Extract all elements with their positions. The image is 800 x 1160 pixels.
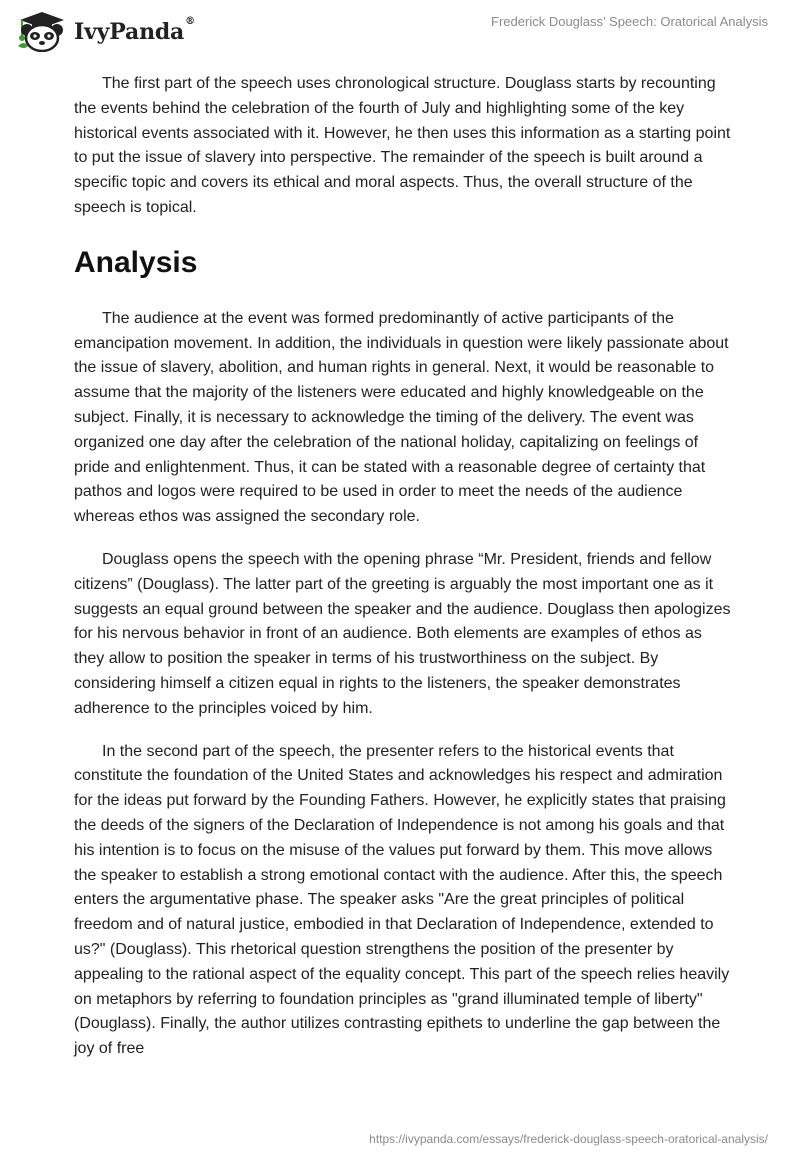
- ivypanda-logo[interactable]: [14, 10, 195, 52]
- panda-logo-icon: [14, 10, 70, 52]
- intro-paragraph: The first part of the speech uses chronological structure. Douglass starts by recounting the events behind the celebration of the fourth of July and highlighting some of the key historical events associated with it. However, he then uses this information as a starting point to put the issue of slavery into perspective. The remainder of the speech is built around a specific topic and covers its ethical and moral aspects. Thus, the overall structure of the speech is topical.: [74, 75, 731, 216]
- page-header: [0, 0, 800, 60]
- brand-name: [74, 16, 195, 45]
- analysis-paragraph-3: In the second part of the speech, the presenter refers to the historical events that constitute the foundation of the United States and acknowledges his respect and admiration for the ideas put forward by the Founding Fathers. However, he explicitly states that praising the deeds of the signers of the Declaration of Independence is not among his goals and that his intention is to focus on the misuse of the values put forward by them. This move allows the speaker to establish a strong emotional contact with the audience. After this, the speech enters the argumentative phase. The speaker asks "Are the great principles of political freedom and of natural justice, embodied in that Declaration of Independence, extended to us?" (Douglass). This rhetorical question strengthens the position of the presenter by appealing to the rational aspect of the equality concept. This part of the speech relies heavily on metaphors by referring to foundation principles as "grand illuminated temple of liberty" (Douglass). Finally, the author utilizes contrasting epithets to underline the gap between the joy of free: [74, 742, 730, 1058]
- analysis-paragraph-2: Douglass opens the speech with the opening phrase “Mr. President, friends and fellow citizens” (Douglass). The latter part of the greeting is arguably the most important one as it suggests an equal ground between the speaker and the audience. Douglass then apologizes for his nervous behavior in front of an audience. Both elements are examples of ethos as they allow to position the speaker in terms of his trustworthiness on the subject. By considering himself a citizen equal in rights to the listeners, the speaker demonstrates adherence to the principles voiced by him.: [74, 550, 731, 717]
- document-title: Frederick Douglass’ Speech: Oratorical Analysis: [491, 14, 768, 29]
- brand-name-text: IvyPanda: [74, 19, 185, 45]
- source-url[interactable]: https://ivypanda.com/essays/frederick-douglass-speech-oratorical-analysis/: [369, 1132, 768, 1146]
- essay-content: [74, 72, 734, 1080]
- section-heading-analysis: Analysis: [74, 245, 198, 279]
- registered-mark: ®: [185, 16, 195, 27]
- analysis-paragraph-1: The audience at the event was formed predominantly of active participants of the emancipation movement. In addition, the individuals in question were likely passionate about the issue of slavery, abolition, and human rights in general. Next, it would be reasonable to assume that the majority of the listeners were educated and highly knowledgeable on the subject. Finally, it is necessary to acknowledge the timing of the delivery. The event was organized one day after the celebration of the national holiday, capitalizing on feelings of pride and enlightenment. Thus, it can be stated with a reasonable degree of certainty that pathos and logos were required to be used in order to meet the needs of the audience whereas ethos was assigned the secondary role.: [74, 309, 729, 526]
